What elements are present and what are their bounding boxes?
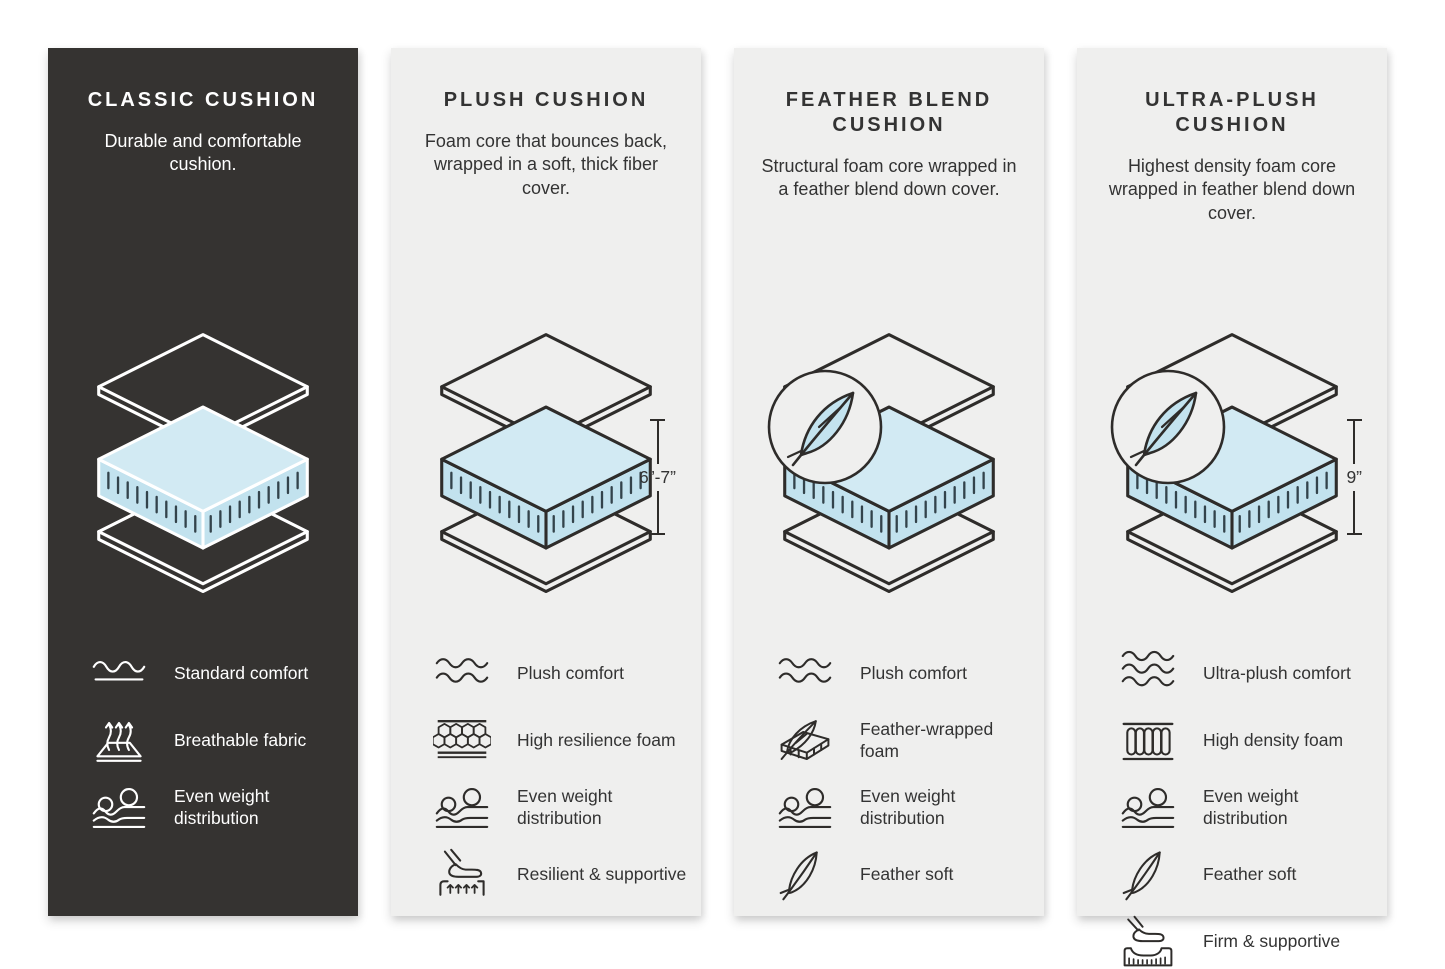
panel-feather-blend-cushion [734, 48, 1044, 916]
feature-list [48, 645, 358, 835]
firm-foot-icon [1119, 915, 1177, 969]
feature-label: Feather-wrapped foam [860, 719, 994, 761]
panel-header [48, 48, 358, 263]
feature-label: High resilience foam [517, 730, 676, 751]
dimension-rule [657, 491, 659, 534]
panel-plush-cushion [391, 48, 701, 916]
height-value: 9” [1346, 466, 1362, 487]
panel-header [391, 48, 701, 263]
even-weight-icon [776, 781, 834, 835]
feature-label: Breathable fabric [174, 730, 307, 751]
even-weight-icon [90, 781, 148, 835]
feature-icon-box [776, 848, 840, 902]
dimension-rule [1353, 491, 1355, 534]
panel-ultra-plush-cushion [1077, 48, 1387, 952]
feature-label: Plush comfort [517, 663, 624, 684]
feature-label: Feather soft [860, 864, 954, 885]
feature-label: Even weight distribution [174, 786, 270, 828]
feature-list [391, 645, 701, 902]
panel-description: Foam core that bounces back, wrapped in a soft, thick fiber cover. [424, 131, 668, 198]
dimension-rule [1353, 421, 1355, 464]
panel-title: CLASSIC CUSHION [87, 89, 319, 111]
feature-item [776, 848, 1030, 902]
feature-item [90, 714, 344, 768]
feature-label: Firm & supportive [1203, 931, 1341, 952]
feather-icon [776, 848, 834, 902]
panel-title: FEATHER BLEND CUSHION [785, 89, 993, 136]
feature-icon-box [1119, 915, 1183, 969]
feature-icon-box [1119, 647, 1183, 701]
feather-circle-icon [1108, 367, 1228, 487]
cushion-illustration [1116, 325, 1362, 645]
feature-item [776, 647, 1030, 701]
feature-icon-box [1119, 781, 1183, 835]
cushion-illustration [87, 325, 319, 645]
feature-icon-box [433, 848, 497, 902]
feature-label: High density foam [1203, 730, 1344, 751]
feature-item [776, 781, 1030, 835]
dimension-rule [657, 421, 659, 464]
dimension-cap-bottom [1347, 533, 1362, 535]
feature-item [776, 714, 1030, 768]
feature-icon-box [90, 647, 154, 701]
feature-label: Ultra-plush comfort [1203, 663, 1351, 684]
height-value: 6”-7” [639, 466, 676, 487]
feature-icon-box [90, 714, 154, 768]
feature-item [1119, 915, 1373, 969]
dimension-cap-bottom [650, 533, 665, 535]
feature-label: Resilient & supportive [517, 864, 687, 885]
feature-label: Even weight distribution [517, 786, 613, 828]
panel-header [734, 48, 1044, 263]
feather-icon [1119, 848, 1177, 902]
feature-item [1119, 714, 1373, 768]
wave-single-icon [90, 647, 148, 701]
panel-header [1077, 48, 1387, 263]
height-dimension-marker [639, 419, 676, 535]
feature-icon-box [1119, 714, 1183, 768]
cushion-illustration [773, 325, 1005, 645]
feature-icon-box [776, 647, 840, 701]
feature-list [734, 645, 1044, 902]
even-weight-icon [1119, 781, 1177, 835]
feature-label: Even weight distribution [1203, 786, 1299, 828]
breathable-fabric-icon [90, 714, 148, 768]
feature-item [90, 781, 344, 835]
cushion-layers-illustration [430, 325, 662, 605]
feature-icon-box [433, 647, 497, 701]
wave-double-icon [433, 647, 491, 701]
honeycomb-foam-icon [433, 714, 491, 768]
feature-label: Feather soft [1203, 864, 1297, 885]
wave-double-icon [776, 647, 834, 701]
feature-item [1119, 647, 1373, 701]
feature-icon-box [776, 781, 840, 835]
feature-item [1119, 781, 1373, 835]
feature-label: Standard comfort [174, 663, 309, 684]
feature-label: Plush comfort [860, 663, 967, 684]
panel-description: Highest density foam core wrapped in feather blend down cover. [1108, 156, 1356, 223]
feature-icon-box [433, 781, 497, 835]
wave-triple-icon [1119, 647, 1177, 701]
feature-item [433, 647, 687, 701]
feather-circle-icon [765, 367, 885, 487]
panel-title: PLUSH CUSHION [443, 89, 649, 111]
feature-icon-box [1119, 848, 1183, 902]
panel-description: Structural foam core wrapped in a feather blend down cover. [761, 156, 1017, 200]
feature-item [433, 714, 687, 768]
feather-foam-icon [776, 714, 834, 768]
panel-title: ULTRA-PLUSH CUSHION [1145, 89, 1319, 136]
panel-classic-cushion [48, 48, 358, 916]
even-weight-icon [433, 781, 491, 835]
feature-list [1077, 645, 1387, 969]
feature-icon-box [90, 781, 154, 835]
cushion-illustration [430, 325, 676, 645]
panel-description: Durable and comfortable cushion. [104, 131, 302, 175]
feature-item [1119, 848, 1373, 902]
feature-label: Even weight distribution [860, 786, 956, 828]
height-dimension-marker [1346, 419, 1362, 535]
feature-item [433, 848, 687, 902]
density-foam-icon [1119, 714, 1177, 768]
cushion-layers-illustration [87, 325, 319, 605]
feature-item [433, 781, 687, 835]
feature-item [90, 647, 344, 701]
feature-icon-box [433, 714, 497, 768]
feature-icon-box [776, 714, 840, 768]
resilient-foot-icon [433, 848, 491, 902]
